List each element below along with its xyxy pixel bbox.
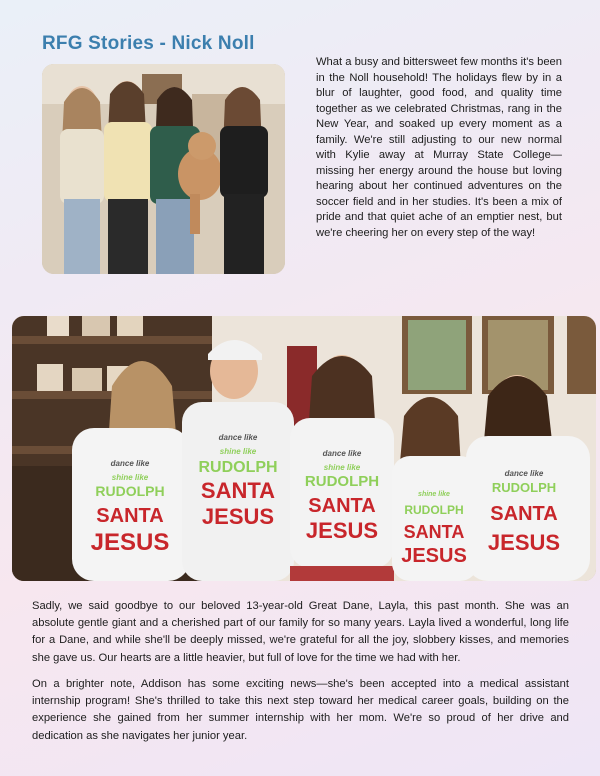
family-photo-matching-shirts xyxy=(12,316,596,581)
svg-text:RUDOLPH: RUDOLPH xyxy=(491,480,557,495)
svg-text:RUDOLPH: RUDOLPH xyxy=(95,483,165,499)
page-title: RFG Stories - Nick Noll xyxy=(42,33,255,54)
story-paragraph-3: On a brighter note, Addison has some exciting news—she's been accepted into a medical assistant internship program! She's thrilled to take this next step toward her medical career goals, building on the experience she gained from her summer internship with her mom. We're so proud of her drive and dedication as she navigates her junior year. xyxy=(32,678,569,742)
svg-text:dance like: dance like xyxy=(504,469,544,478)
svg-text:SANTA: SANTA xyxy=(490,503,558,525)
svg-text:JESUS: JESUS xyxy=(487,530,561,555)
svg-text:JESUS: JESUS xyxy=(90,529,170,556)
svg-text:SANTA: SANTA xyxy=(308,495,376,517)
svg-text:RUDOLPH: RUDOLPH xyxy=(404,503,464,517)
svg-text:JESUS: JESUS xyxy=(201,504,275,529)
svg-text:SANTA: SANTA xyxy=(200,478,276,503)
svg-text:shine like: shine like xyxy=(111,473,149,482)
svg-text:shine like: shine like xyxy=(219,447,257,456)
svg-text:dance like: dance like xyxy=(218,433,258,442)
svg-text:RUDOLPH: RUDOLPH xyxy=(304,473,380,490)
story-paragraph-1: What a busy and bittersweet few months it's been in the Noll household! The holidays flew by in a blur of laughter, good food, and quality time together as we celebrated Christmas, rang in the New Year, and soaked up every moment as a family. We're still adjusting to our new normal with Kylie away at Murray State College—missing her energy around the house but loving hearing about her continued adventures on the soccer field and in her studies. It's been a mix of pride and that quiet ache of an emptier nest, but we're cheering her on every step of the way! xyxy=(316,56,562,239)
story-paragraph-2: Sadly, we said goodbye to our beloved 13-year-old Great Dane, Layla, this past month. She was an absolute gentle giant and a cherished part of our family for so many years. Layla lived a wonderful, long life for a Dane, and while she'll be deeply missed, we're grateful for all the joy, slobbery kisses, and memories she gave us. Our hearts are a little heavier, but full of love for the time we had with her. xyxy=(32,600,569,664)
svg-text:SANTA: SANTA xyxy=(403,522,465,542)
svg-text:RUDOLPH: RUDOLPH xyxy=(198,459,278,476)
svg-text:shine like: shine like xyxy=(323,463,361,472)
svg-text:JESUS: JESUS xyxy=(305,518,379,543)
svg-text:dance like: dance like xyxy=(322,449,362,458)
svg-text:dance like: dance like xyxy=(110,459,150,468)
svg-text:JESUS: JESUS xyxy=(401,545,467,567)
family-photo-with-dog xyxy=(42,64,285,274)
svg-text:shine like: shine like xyxy=(418,491,450,498)
svg-text:SANTA: SANTA xyxy=(96,505,164,527)
